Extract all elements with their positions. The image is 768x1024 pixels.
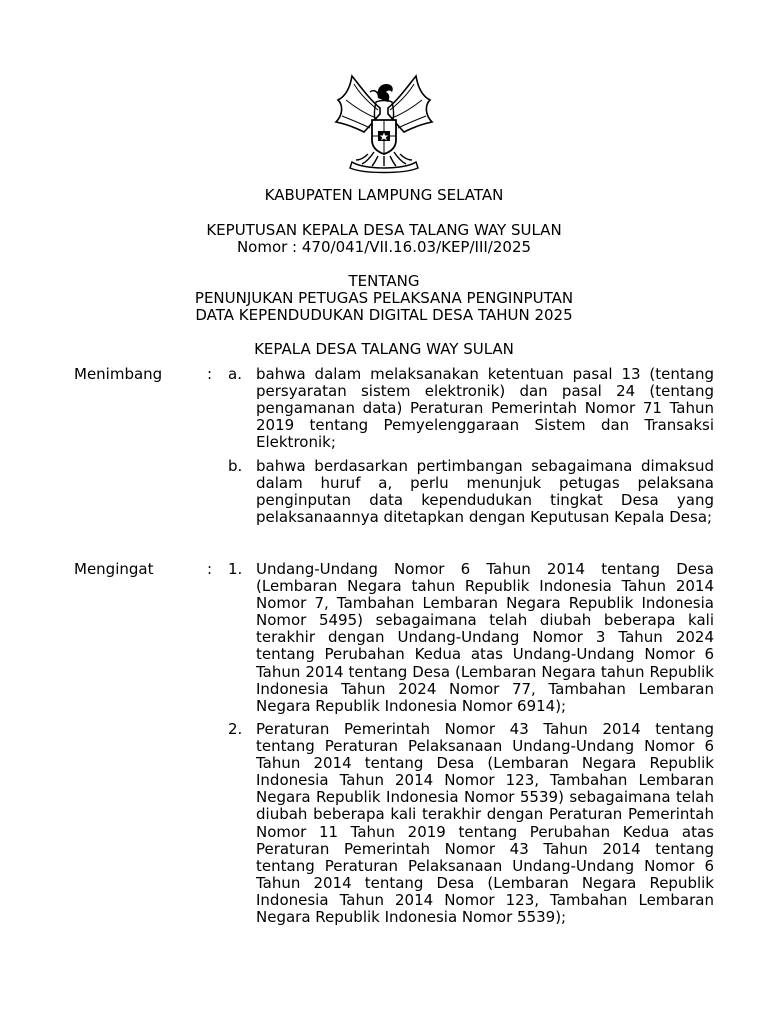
mengingat-item-marker: 2. — [228, 720, 243, 738]
mengingat-item-text: Undang-Undang Nomor 6 Tahun 2014 tentang Desa (Lembaran Negara tahun Republik Indonesia Tahun 2014 Nomor 7, Tambahan Lembaran Negara Republik Indonesia Nomor 5495) sebagaimana telah diubah beberapa kali terakhir dengan Undang-Undang Nomor 3 Tahun 2024 tentang Perubahan Kedua atas Undang-Undang Nomor 6 Tahun 2014 tentang Desa (Lembaran Negara tahun Republik Indonesia Tahun 2024 Nomor 77, Tambahan Lembaran Negara Republik Indonesia Nomor 6914); — [256, 560, 714, 715]
menimbang-item-marker: b. — [228, 457, 243, 475]
menimbang-item-text: bahwa berdasarkan pertimbangan sebagaimana dimaksud dalam huruf a, perlu menunjuk petugas pelaksana penginputan data kependudukan tingkat Desa yang pelaksanaannya ditetapkan dengan Keputusan Kepala Desa; — [256, 457, 714, 527]
menimbang-label: Menimbang — [74, 365, 163, 383]
regency-name: KABUPATEN LAMPUNG SELATAN — [264, 186, 504, 204]
garuda-pancasila-emblem-icon — [330, 70, 438, 174]
decree-title: KEPUTUSAN KEPALA DESA TALANG WAY SULAN — [206, 221, 562, 239]
subject-line-1: PENUNJUKAN PETUGAS PELAKSANA PENGINPUTAN — [194, 289, 574, 307]
about-label: TENTANG — [348, 272, 420, 290]
mengingat-label: Mengingat — [74, 560, 154, 578]
mengingat-item-text: Peraturan Pemerintah Nomor 43 Tahun 2014 tentang tentang Peraturan Pelaksanaan Undang-Undang Nomor 6 Tahun 2014 tentang Desa (Lembaran Negara Republik Indonesia Tahun 2014 Nomor 123, Tambahan Lembaran Negara Republik Indonesia Nomor 5539) sebagaimana telah diubah beberapa kali terakhir dengan Peraturan Pemerintah Nomor 11 Tahun 2019 tentang Perubahan Kedua atas Peraturan Pemerintah Nomor 43 Tahun 2014 tentang tentang Peraturan Pelaksanaan Undang-Undang Nomor 6 Tahun 2014 tentang Desa (Lembaran Negara Republik Indonesia Tahun 2014 Nomor 123, Tambahan Lembaran Negara Republik Indonesia Nomor 5539); — [256, 720, 714, 927]
menimbang-item-marker: a. — [228, 365, 242, 383]
mengingat-colon: : — [207, 560, 213, 578]
issuer-title: KEPALA DESA TALANG WAY SULAN — [254, 340, 514, 358]
menimbang-colon: : — [207, 365, 213, 383]
decree-number: Nomor : 470/041/VII.16.03/KEP/III/2025 — [236, 238, 532, 256]
menimbang-item-text: bahwa dalam melaksanakan ketentuan pasal 13 (tentang persyaratan sistem elektronik) dan pasal 24 (tentang pengamanan data) Peraturan Pemerintah Nomor 71 Tahun 2019 tentang Pemyelenggaraan Sistem dan Transaksi Elektronik; — [256, 365, 714, 452]
mengingat-item-marker: 1. — [228, 560, 243, 578]
subject-line-2: DATA KEPENDUDUKAN DIGITAL DESA TAHUN 2025 — [195, 306, 573, 324]
